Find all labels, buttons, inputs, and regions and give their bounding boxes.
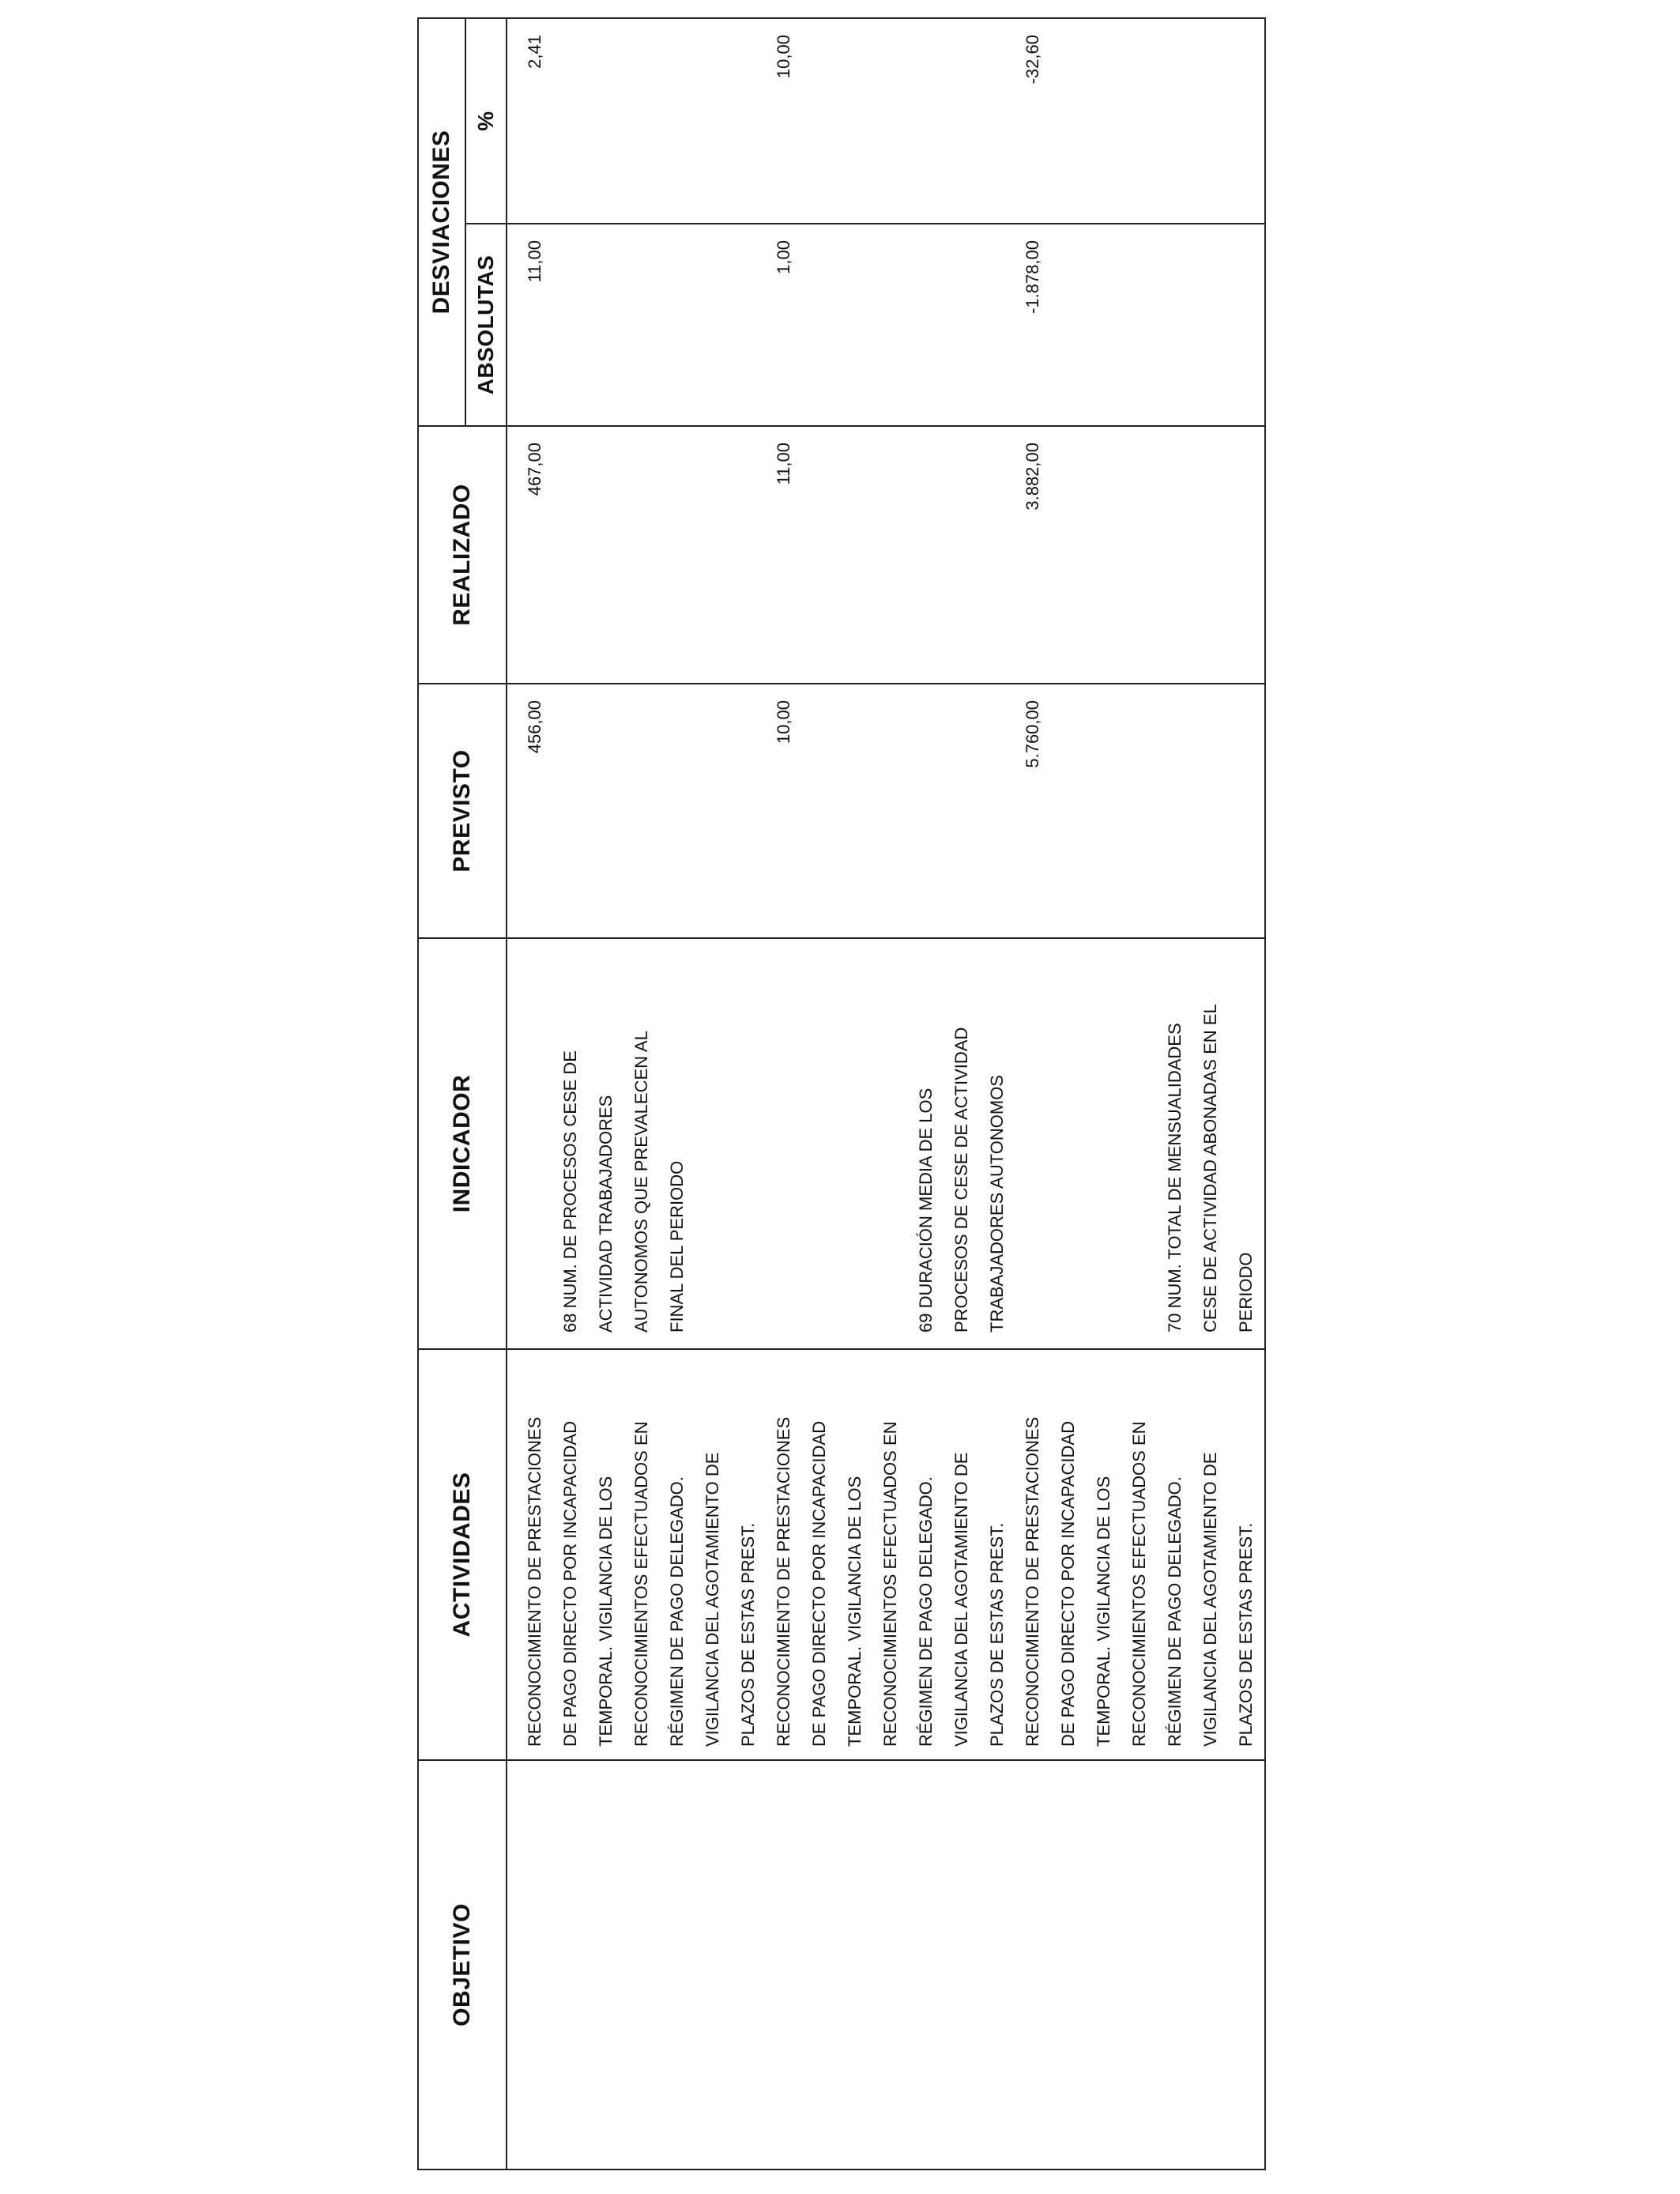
actividad-line: DE PAGO DIRECTO POR INCAPACIDAD [1058, 1421, 1078, 1747]
indicador-line: 70 NUM. TOTAL DE MENSUALIDADES [1165, 1023, 1185, 1333]
actividad-line: RECONOCIMIENTO DE PRESTACIONES [525, 1416, 544, 1747]
realizado-cell [507, 426, 1265, 684]
indicador-block [766, 952, 1015, 1333]
indicador-line: PROCESOS DE CESE DE ACTIVIDAD [951, 1027, 971, 1333]
header-porcentaje: % [465, 18, 507, 224]
indicador-line: 68 NUM. DE PROCESOS CESE DE [560, 1050, 580, 1333]
porcentaje-value: 10,00 [774, 35, 793, 79]
actividad-line: RECONOCIMIENTOS EFECTUADOS EN [880, 1421, 900, 1747]
actividad-line: RÉGIMEN DE PAGO DELEGADO. [1165, 1476, 1185, 1747]
header-previsto: PREVISTO [418, 684, 507, 938]
actividad-line: RECONOCIMIENTO DE PRESTACIONES [1023, 1416, 1042, 1747]
actividad-block [517, 1363, 766, 1747]
actividad-line: RECONOCIMIENTOS EFECTUADOS EN [1129, 1421, 1149, 1747]
previsto-value: 5.760,00 [1023, 700, 1042, 768]
actividad-line: TEMPORAL. VIGILANCIA DE LOS [845, 1476, 864, 1747]
previsto-value: 10,00 [774, 700, 793, 745]
header-desviaciones: DESVIACIONES [418, 18, 465, 426]
porcentaje-value: -32,60 [1023, 35, 1042, 85]
objetivo-cell [507, 1760, 1265, 2169]
indicador-block [517, 952, 766, 1333]
actividad-line: TEMPORAL. VIGILANCIA DE LOS [1094, 1476, 1113, 1747]
actividad-line: RECONOCIMIENTOS EFECTUADOS EN [631, 1421, 651, 1747]
actividad-line: DE PAGO DIRECTO POR INCAPACIDAD [809, 1421, 829, 1747]
actividad-line: PLAZOS DE ESTAS PREST. [987, 1522, 1007, 1747]
actividad-line: RÉGIMEN DE PAGO DELEGADO. [916, 1476, 936, 1747]
indicador-line: FINAL DEL PERIODO [667, 1160, 687, 1333]
previsto-cell [507, 684, 1265, 938]
previsto-values [507, 684, 1264, 937]
absolutas-value: 1,00 [774, 240, 793, 274]
indicador-block [1015, 952, 1264, 1333]
actividad-block [766, 1363, 1015, 1747]
header-realizado: REALIZADO [418, 426, 507, 684]
actividades-cell [507, 1349, 1265, 1760]
header-indicador: INDICADOR [418, 938, 507, 1349]
indicador-line: CESE DE ACTIVIDAD ABONADAS EN EL [1200, 1004, 1220, 1333]
actividad-line: DE PAGO DIRECTO POR INCAPACIDAD [560, 1421, 580, 1747]
absolutas-value: -1.878,00 [1023, 240, 1042, 314]
indicador-line: TRABAJADORES AUTONOMOS [987, 1075, 1007, 1333]
indicador-line: ACTIVIDAD TRABAJADORES [596, 1095, 616, 1333]
header-actividades: ACTIVIDADES [418, 1349, 507, 1760]
indicador-line: AUTONOMOS QUE PREVALECEN AL [631, 1031, 651, 1333]
actividad-line: PLAZOS DE ESTAS PREST. [1236, 1522, 1256, 1747]
actividad-line: PLAZOS DE ESTAS PREST. [738, 1522, 758, 1747]
rotated-page [417, 19, 1266, 2170]
actividad-line: VIGILANCIA DEL AGOTAMIENTO DE [951, 1452, 971, 1747]
porcentaje-cell [507, 18, 1265, 224]
actividad-line: RÉGIMEN DE PAGO DELEGADO. [667, 1476, 687, 1747]
realizado-values [507, 427, 1264, 683]
indicador-list [507, 939, 1264, 1348]
actividad-line: TEMPORAL. VIGILANCIA DE LOS [596, 1476, 616, 1747]
absolutas-value: 11,00 [525, 240, 544, 283]
actividad-block [1015, 1363, 1264, 1747]
absolutas-cell [507, 224, 1265, 426]
realizado-value: 467,00 [525, 443, 544, 496]
realizado-value: 11,00 [774, 443, 793, 485]
previsto-value: 456,00 [525, 700, 544, 754]
absolutas-values [507, 224, 1264, 425]
indicador-line: PERIODO [1236, 1252, 1256, 1333]
indicador-cell [507, 938, 1265, 1349]
actividad-line: VIGILANCIA DEL AGOTAMIENTO DE [1200, 1452, 1220, 1747]
indicador-line: 69 DURACIÓN MEDIA DE LOS [916, 1088, 936, 1333]
porcentaje-values [507, 19, 1264, 223]
header-absolutas: ABSOLUTAS [465, 224, 507, 426]
porcentaje-value: 2,41 [525, 35, 544, 69]
realizado-value: 3.882,00 [1023, 443, 1042, 511]
actividad-line: VIGILANCIA DEL AGOTAMIENTO DE [703, 1452, 722, 1747]
indicators-table [417, 17, 1266, 2170]
actividades-list [507, 1350, 1264, 1759]
actividad-line: RECONOCIMIENTO DE PRESTACIONES [774, 1416, 793, 1747]
header-objetivo: OBJETIVO [418, 1760, 507, 2169]
